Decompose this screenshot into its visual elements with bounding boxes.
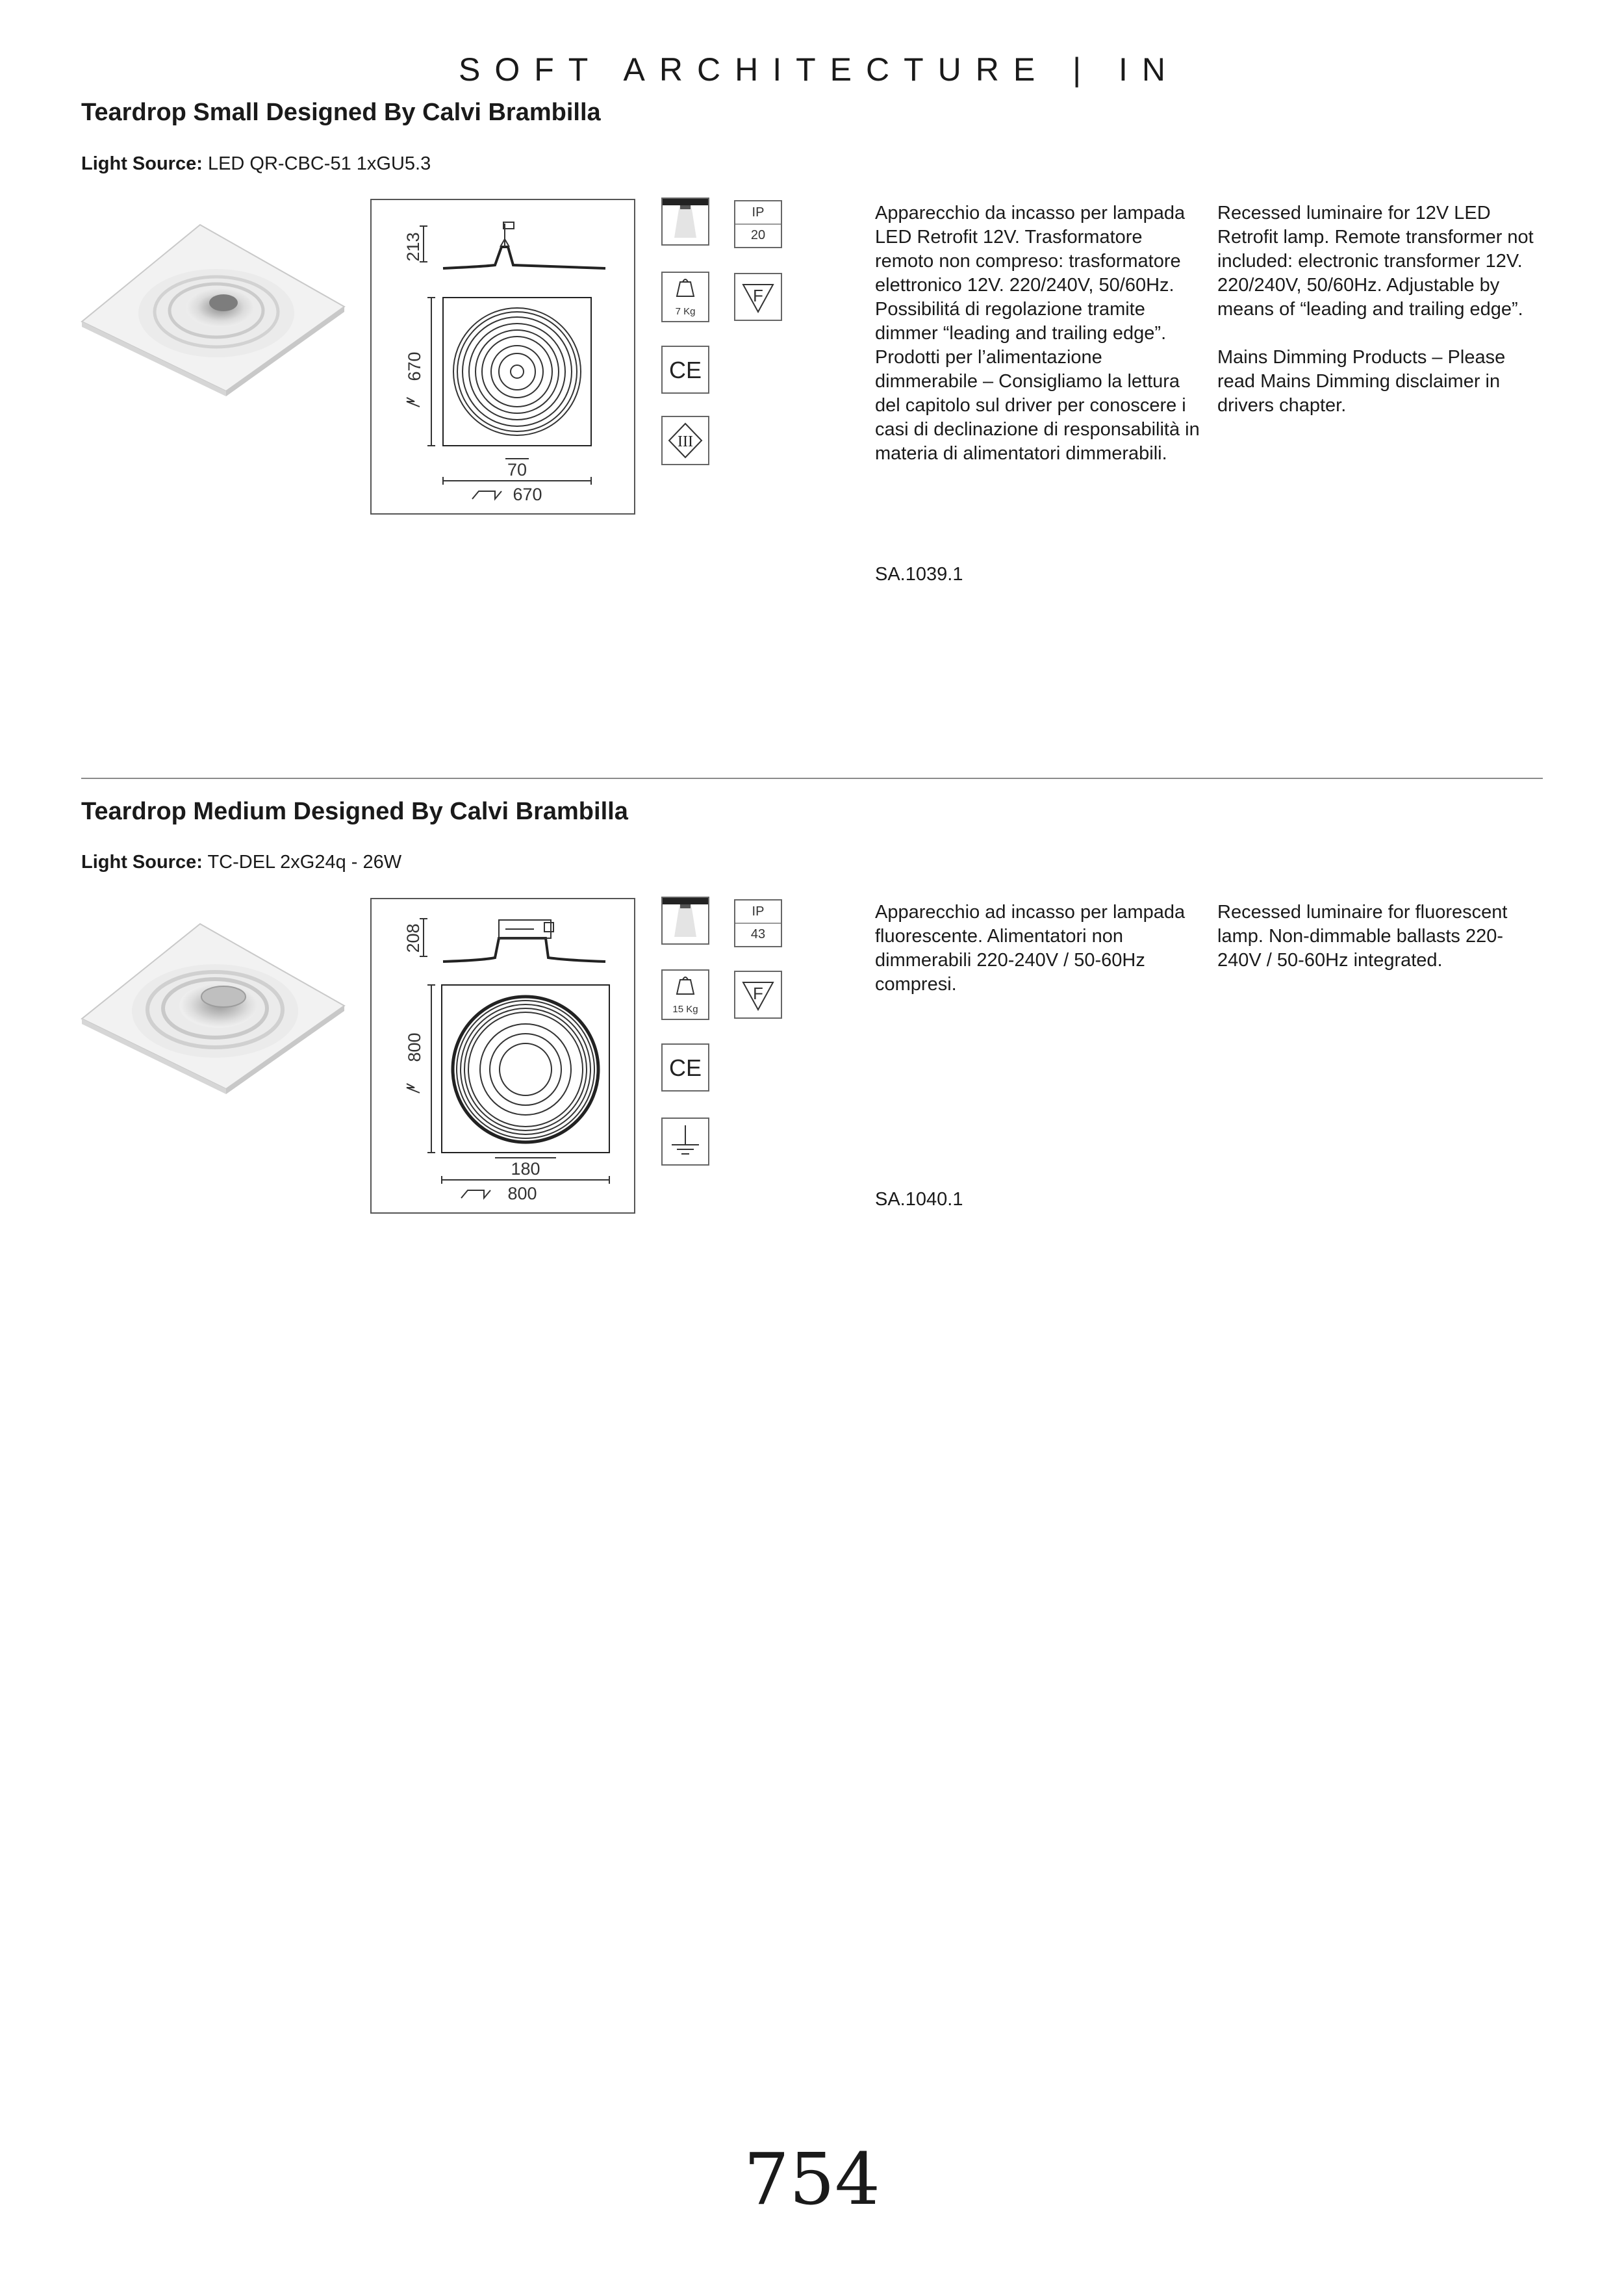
dim-hole: 70 (507, 460, 527, 479)
recessed-light-icon (661, 198, 709, 246)
ip-rating-badge (734, 200, 782, 248)
ce-mark-icon (661, 1043, 709, 1092)
product-code: SA.1040.1 (875, 1189, 963, 1210)
dim-hole: 180 (511, 1159, 540, 1179)
product-title: Teardrop Medium Designed By Calvi Brambilla (81, 798, 628, 825)
light-source-value: TC-DEL 2xG24q - 26W (207, 852, 402, 873)
description-english (1217, 201, 1542, 418)
light-source-label: Light Source: (81, 852, 203, 873)
f-mark-icon (734, 971, 782, 1019)
light-source-label: Light Source: (81, 153, 203, 174)
light-source-value: LED QR-CBC-51 1xGU5.3 (207, 153, 431, 174)
dim-side: 800 (405, 1032, 424, 1062)
description-italian-text: Apparecchio ad incasso per lampada fluorescente. Alimentatori non dimmerabili 220-240V / 50-60Hz compresi. (875, 902, 1186, 995)
class-iii-icon (661, 416, 709, 465)
ground-icon (661, 1118, 709, 1166)
description-italian (875, 901, 1200, 997)
class-symbol: III (678, 433, 693, 450)
page-number: 754 (744, 2138, 880, 2221)
weight-value: 15 Kg (672, 1004, 698, 1015)
technical-drawing (370, 898, 635, 1214)
ip-label: IP (735, 901, 781, 924)
f-mark: F (753, 286, 763, 305)
dim-side: 670 (405, 351, 424, 381)
f-mark: F (753, 984, 763, 1003)
dimming-note: Mains Dimming Products – Please read Mains Dimming disclaimer in drivers chapter. (1217, 347, 1506, 416)
weight-badge (661, 969, 709, 1020)
weight-badge (661, 272, 709, 322)
weight-icon (663, 971, 708, 1004)
dim-cutout: 670 (513, 485, 542, 504)
light-source (81, 852, 401, 873)
recessed-light-icon (661, 897, 709, 945)
weight-icon (663, 273, 708, 307)
weight-value: 7 Kg (675, 306, 696, 317)
description-english (1217, 901, 1542, 973)
description-english-text: Recessed luminaire for fluorescent lamp. Non-dimmable ballasts 220-240V / 50-60Hz integrated. (1217, 902, 1508, 971)
ce-mark: CE (668, 1054, 702, 1081)
ip-value: 43 (750, 927, 766, 941)
dim-height: 208 (403, 923, 423, 953)
f-mark-icon (734, 273, 782, 321)
dim-height: 213 (403, 232, 423, 262)
description-english-text: Recessed luminaire for 12V LED Retrofit lamp. Remote transformer not included: electronic transformer 12V. 220/240V, 50/60Hz. Adjustable by means of “leading and trailing edge”. (1217, 203, 1534, 320)
product-title: Teardrop Small Designed By Calvi Brambilla (81, 99, 601, 126)
technical-drawing (370, 199, 635, 515)
ip-rating-badge (734, 899, 782, 947)
ip-value: 20 (750, 228, 766, 242)
product-photo (77, 921, 349, 1097)
dim-cutout: 800 (507, 1184, 537, 1203)
ip-label: IP (735, 201, 781, 225)
light-source (81, 153, 431, 175)
ce-mark: CE (668, 357, 702, 383)
page-header: SOFT ARCHITECTURE | IN (458, 51, 1180, 88)
description-italian-text: Apparecchio da incasso per lampada LED Retrofit 12V. Trasformatore remoto non compreso: trasformatore elettronico 12V. 220/240V, 50/60Hz. Possibilitá di regolazione tramite dimmer “leading and trailing edge”. Prodotti per l’alimentazione dimmerabile – Consigliamo la lettura del capitolo sul driver per conoscere i casi di declinazione di responsabilità in materia di alimentatori dimmerabili. (875, 203, 1200, 464)
section-divider (81, 778, 1543, 779)
ce-mark-icon (661, 346, 709, 394)
description-italian (875, 201, 1200, 466)
product-code: SA.1039.1 (875, 564, 963, 585)
product-photo (77, 221, 349, 396)
